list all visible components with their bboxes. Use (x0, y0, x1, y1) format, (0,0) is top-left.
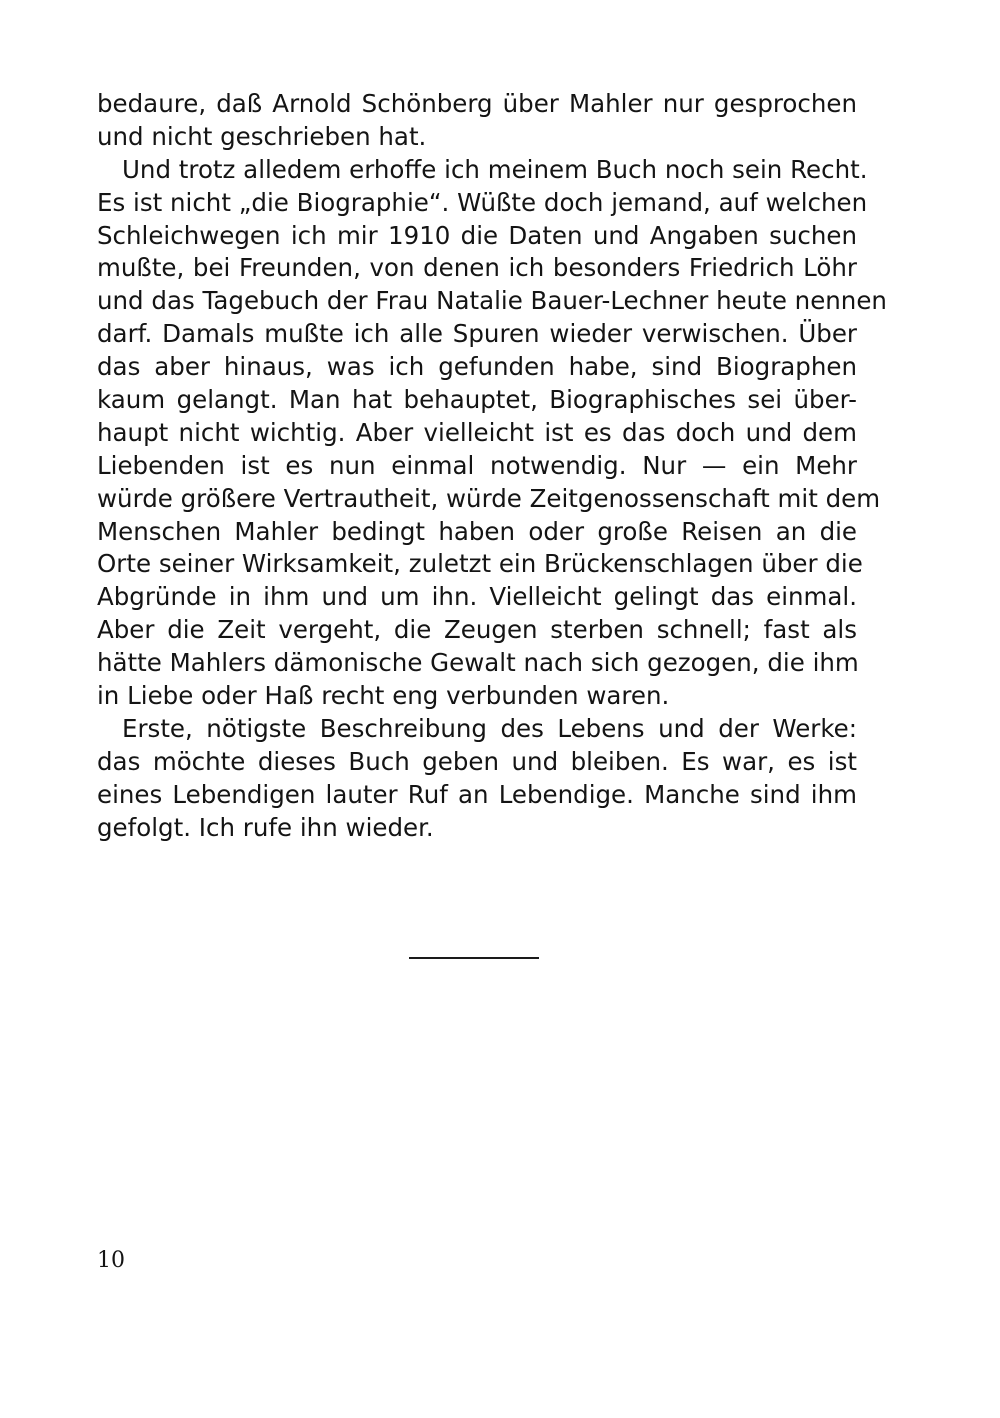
text-line: Liebenden ist es nun einmal notwendig. Nur — ein Mehr (97, 450, 857, 480)
text-line: bedaure, daß Arnold Schönberg über Mahler nur gesprochen (97, 89, 857, 118)
text-line: Aber die Zeit vergeht, die Zeugen sterben schnell; fast als (97, 615, 857, 645)
text-line: und nicht geschrieben hat. (97, 121, 427, 151)
text-line: würde größere Vertrautheit, würde Zeitgenossenschaft mit dem (97, 483, 881, 513)
text-line: in Liebe oder Haß recht eng verbunden waren. (97, 681, 670, 711)
text-line: das möchte dieses Buch geben und bleiben. Es war, es ist (97, 746, 857, 776)
text-line: mußte, bei Freunden, von denen ich besonders Friedrich Löhr (97, 253, 857, 283)
text-line: das aber hinaus, was ich gefunden habe, sind Biographen (97, 352, 857, 382)
page-number: 10 (97, 1248, 125, 1273)
text-line: kaum gelangt. Man hat behauptet, Biographisches sei über- (97, 385, 857, 415)
text-line: hätte Mahlers dämonische Gewalt nach sich gezogen, die ihm (97, 648, 859, 678)
text-line: Erste, nötigste Beschreibung des Lebens und der Werke: (122, 713, 857, 743)
text-line: darf. Damals mußte ich alle Spuren wieder verwischen. Über (97, 319, 857, 349)
text-line: Schleichwegen ich mir 1910 die Daten und Angaben suchen (97, 220, 857, 250)
body-text (97, 88, 887, 844)
text-line: Es ist nicht „die Biographie“. Wüßte doch jemand, auf welchen (97, 187, 868, 217)
section-divider (409, 957, 539, 959)
text-line: und das Tagebuch der Frau Natalie Bauer-Lechner heute nennen (97, 286, 887, 316)
text-line: haupt nicht wichtig. Aber vielleicht ist es das doch und dem (97, 417, 857, 447)
text-line: Abgründe in ihm und um ihn. Vielleicht gelingt das einmal. (97, 582, 857, 612)
text-line: eines Lebendigen lauter Ruf an Lebendige. Manche sind ihm (97, 779, 857, 809)
text-line: Orte seiner Wirksamkeit, zuletzt ein Brückenschlagen über die (97, 549, 863, 579)
text-line: Und trotz alledem erhoffe ich meinem Buch noch sein Recht. (122, 154, 868, 184)
text-line: Menschen Mahler bedingt haben oder große Reisen an die (97, 516, 857, 546)
text-line: gefolgt. Ich rufe ihn wieder. (97, 812, 434, 842)
